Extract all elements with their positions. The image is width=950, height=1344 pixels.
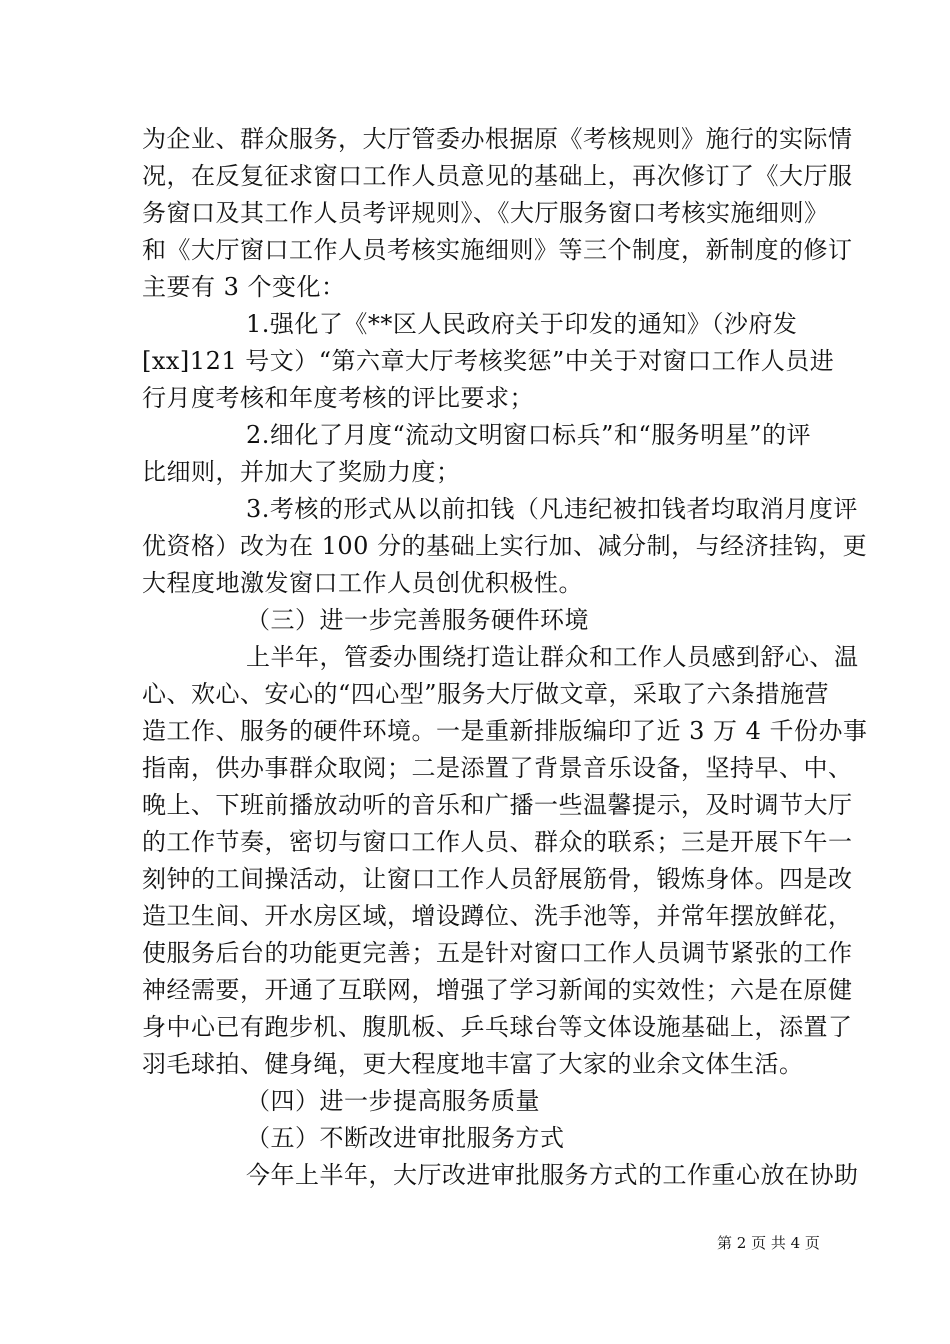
list-item-line: 1.强化了《**区人民政府关于印发的通知》（沙府发 [246,310,798,338]
paragraph-line: 羽毛球拍、健身绳，更大程度地丰富了大家的业余文体生活。 [142,1050,804,1078]
paragraph-line: 上半年，管委办围绕打造让群众和工作人员感到舒心、温 [246,643,859,671]
paragraph-line: 为企业、群众服务，大厅管委办根据原《考核规则》施行的实际情 [142,125,853,153]
paragraph-line: 的工作节奏，密切与窗口工作人员、群众的联系；三是开展下午一 [142,828,853,856]
paragraph-line: 和《大厅窗口工作人员考核实施细则》等三个制度，新制度的修订 [142,236,853,264]
paragraph-line: 神经需要，开通了互联网，增强了学习新闻的实效性；六是在原健 [142,976,853,1004]
paragraph-line: 指南，供办事群众取阅；二是添置了背景音乐设备，坚持早、中、 [142,754,853,782]
list-item-line: [xx]121 号文）“第六章大厅考核奖惩”中关于对窗口工作人员进 [142,347,835,375]
paragraph-line: 造工作、服务的硬件环境。一是重新排版编印了近 3 万 4 千份办事 [142,717,868,745]
section-heading: （五）不断改进审批服务方式 [246,1124,565,1152]
section-heading: （三）进一步完善服务硬件环境 [246,606,589,634]
list-item-line: 大程度地激发窗口工作人员创优积极性。 [142,569,583,597]
paragraph-line: 身中心已有跑步机、腹肌板、乒乓球台等文体设施基础上，添置了 [142,1013,853,1041]
paragraph-line: 造卫生间、开水房区域，增设蹲位、洗手池等，并常年摆放鲜花， [142,902,853,930]
paragraph-line: 晚上、下班前播放动听的音乐和广播一些温馨提示，及时调节大厅 [142,791,853,819]
list-item-line: 比细则，并加大了奖励力度； [142,458,461,486]
paragraph-line: 况，在反复征求窗口工作人员意见的基础上，再次修订了《大厅服 [142,162,853,190]
section-heading: （四）进一步提高服务质量 [246,1087,540,1115]
paragraph-line: 今年上半年，大厅改进审批服务方式的工作重心放在协助 [246,1161,859,1189]
paragraph-line: 主要有 3 个变化： [142,273,346,301]
paragraph-line: 务窗口及其工作人员考评规则》、《大厅服务窗口考核实施细则》 [142,199,829,227]
paragraph-line: 使服务后台的功能更完善；五是针对窗口工作人员调节紧张的工作 [142,939,853,967]
list-item-line: 2.细化了月度“流动文明窗口标兵”和“服务明星”的评 [246,421,811,449]
page-number: 第 2 页 共 4 页 [717,1234,820,1252]
list-item-line: 3.考核的形式从以前扣钱（凡违纪被扣钱者均取消月度评 [246,495,858,523]
list-item-line: 优资格）改为在 100 分的基础上实行加、减分制，与经济挂钩，更 [142,532,868,560]
list-item-line: 行月度考核和年度考核的评比要求； [142,384,534,412]
paragraph-line: 刻钟的工间操活动，让窗口工作人员舒展筋骨，锻炼身体。四是改 [142,865,853,893]
paragraph-line: 心、欢心、安心的“四心型”服务大厅做文章，采取了六条措施营 [142,680,830,708]
